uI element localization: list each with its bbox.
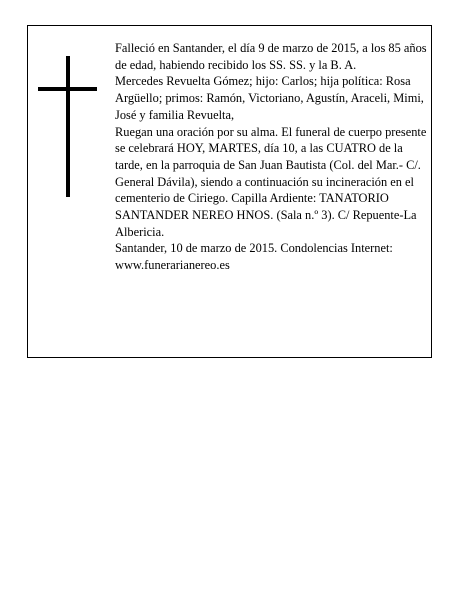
death-announcement: Falleció en Santander, el día 9 de marzo de 2015, a los 85 años de edad, habiendo recibido los SS. SS. y la B. A. — [115, 41, 427, 72]
notice-text — [115, 40, 427, 274]
family-list: Mercedes Revuelta Gómez; hijo: Carlos; hija política: Rosa Argüello; primos: Ramón, Victoriano, Agustín, Araceli, Mimi, José y familia Revuelta, — [115, 74, 424, 122]
obituary-notice — [27, 25, 432, 358]
funeral-details: Ruegan una oración por su alma. El funeral de cuerpo presente se celebrará HOY, MARTES, día 10, a las CUATRO de la tarde, en la parroquia de San Juan Bautista (Col. del Mar.- C/. General Dávila), siendo a continuación su incineración en el cementerio de Ciriego. Capilla Ardiente: TANATORIO SANTANDER NEREO HNOS. (Sala n.º 3). C/ Repuente-La Albericia. — [115, 124, 427, 239]
cross-horizontal-bar — [38, 87, 97, 91]
cross-vertical-bar — [66, 56, 70, 197]
closing-line: Santander, 10 de marzo de 2015. Condolencias Internet: www.funerarianereo.es — [115, 241, 393, 273]
